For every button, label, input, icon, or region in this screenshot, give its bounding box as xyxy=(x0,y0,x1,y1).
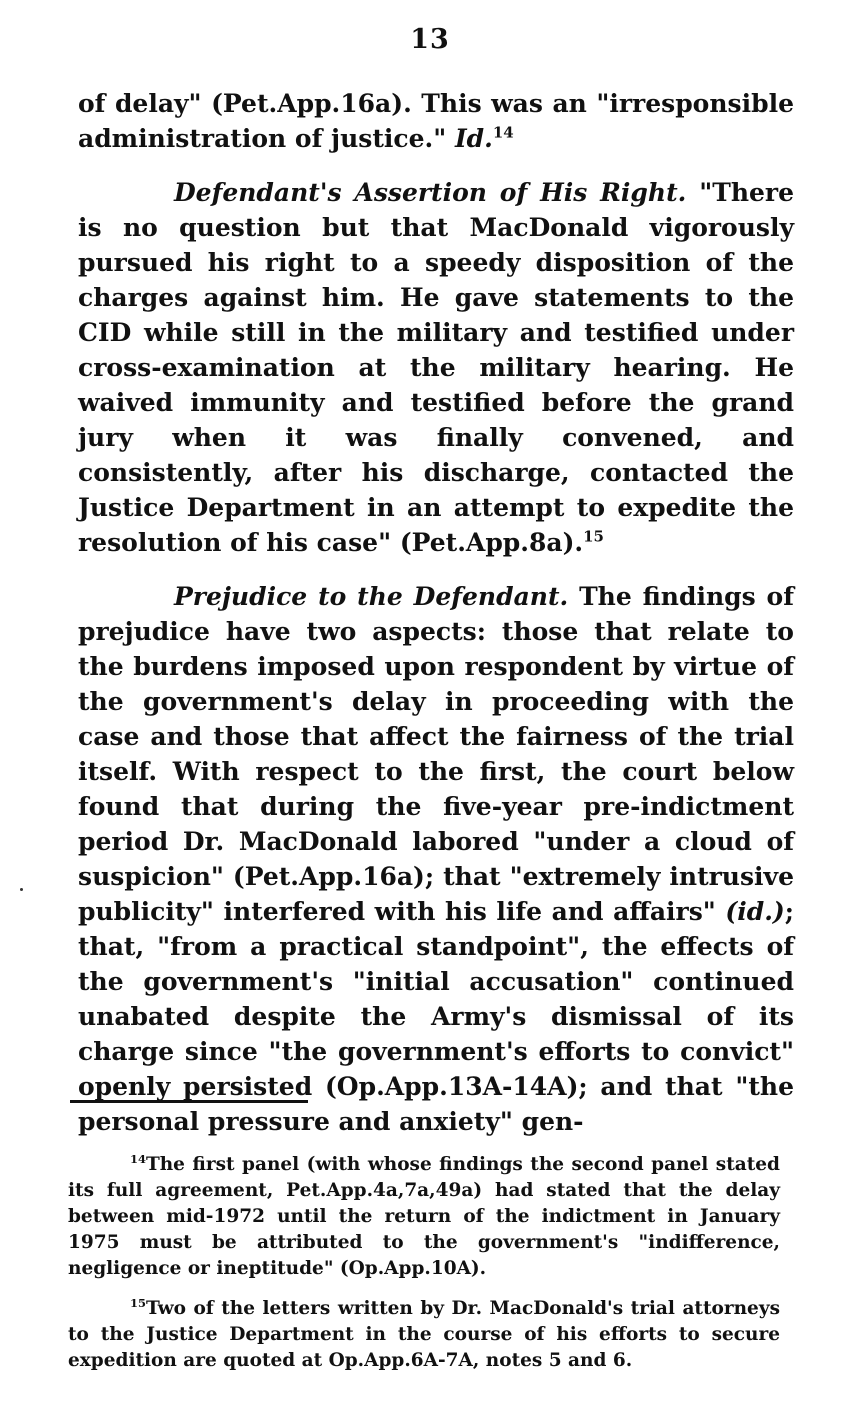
section-heading-assertion: Defendant's Assertion of His Right. xyxy=(174,178,687,207)
paragraph-3-cite: (id.) xyxy=(725,897,785,926)
paragraph-1-text: of delay" (Pet.App.16a). This was an "irresponsible administration of justice." xyxy=(78,89,794,153)
paragraph-1-cite: Id. xyxy=(454,124,493,153)
paragraph-delay-continued xyxy=(78,86,794,156)
footnote-15 xyxy=(68,1296,780,1374)
scan-speck xyxy=(20,888,23,891)
page-number: 13 xyxy=(410,24,450,55)
footnote-14-mark: 14 xyxy=(130,1151,146,1166)
paragraph-2-text: "There is no question but that MacDonald vigorously pursued his right to a speedy disposition of the charges against him. He gave statements to the CID while still in the military and testified under cross-examination at the military hearing. He waived immunity and testified before the grand jury when it was finally convened, and consistently, after his discharge, contacted the Justice Department in an attempt to expedite the resolution of his case" (Pet.App.8a). xyxy=(78,178,794,557)
paragraph-assertion-of-right xyxy=(78,175,794,560)
footnote-ref-15: 15 xyxy=(583,527,604,546)
paragraph-3-text-a: The findings of prejudice have two aspects: those that relate to the burdens imposed upon respondent by virtue of the government's delay in proceeding with the case and those that affect the fairness of the trial itself. With respect to the first, the court below found that during the five-year pre-indictment period Dr. MacDonald labored "under a cloud of suspicion" (Pet.App.16a); that "extremely intrusive publicity" interfered with his life and affairs" xyxy=(78,582,794,926)
section-heading-prejudice: Prejudice to the Defendant. xyxy=(174,582,569,611)
footnote-14-text: The first panel (with whose findings the second panel stated its full agreement, Pet.App.4a,7a,49a) had stated that the delay between mid-1972 until the return of the indictment in January 1975 must be attributed to the government's "indifference, negligence or ineptitude" (Op.App.10A). xyxy=(68,1154,780,1279)
footnote-14 xyxy=(68,1152,780,1282)
footnote-ref-14: 14 xyxy=(492,123,514,142)
footnote-15-mark: 15 xyxy=(130,1295,146,1310)
footnotes xyxy=(68,1152,780,1374)
paragraph-3-text-b: ; that, "from a practical standpoint", the effects of the government's "initial accusation" continued unabated despite the Army's dismissal of its charge since "the government's efforts to convict" openly persisted (Op.App.13A-14A); and that "the personal pressure and anxiety" gen- xyxy=(78,897,794,1136)
footnote-divider xyxy=(70,1100,308,1103)
footnote-15-text: Two of the letters written by Dr. MacDonald's trial attorneys to the Justice Department in the course of his efforts to secure expedition are quoted at Op.App.6A-7A, notes 5 and 6. xyxy=(68,1298,780,1371)
main-text xyxy=(78,86,794,1139)
paragraph-prejudice xyxy=(78,579,794,1139)
